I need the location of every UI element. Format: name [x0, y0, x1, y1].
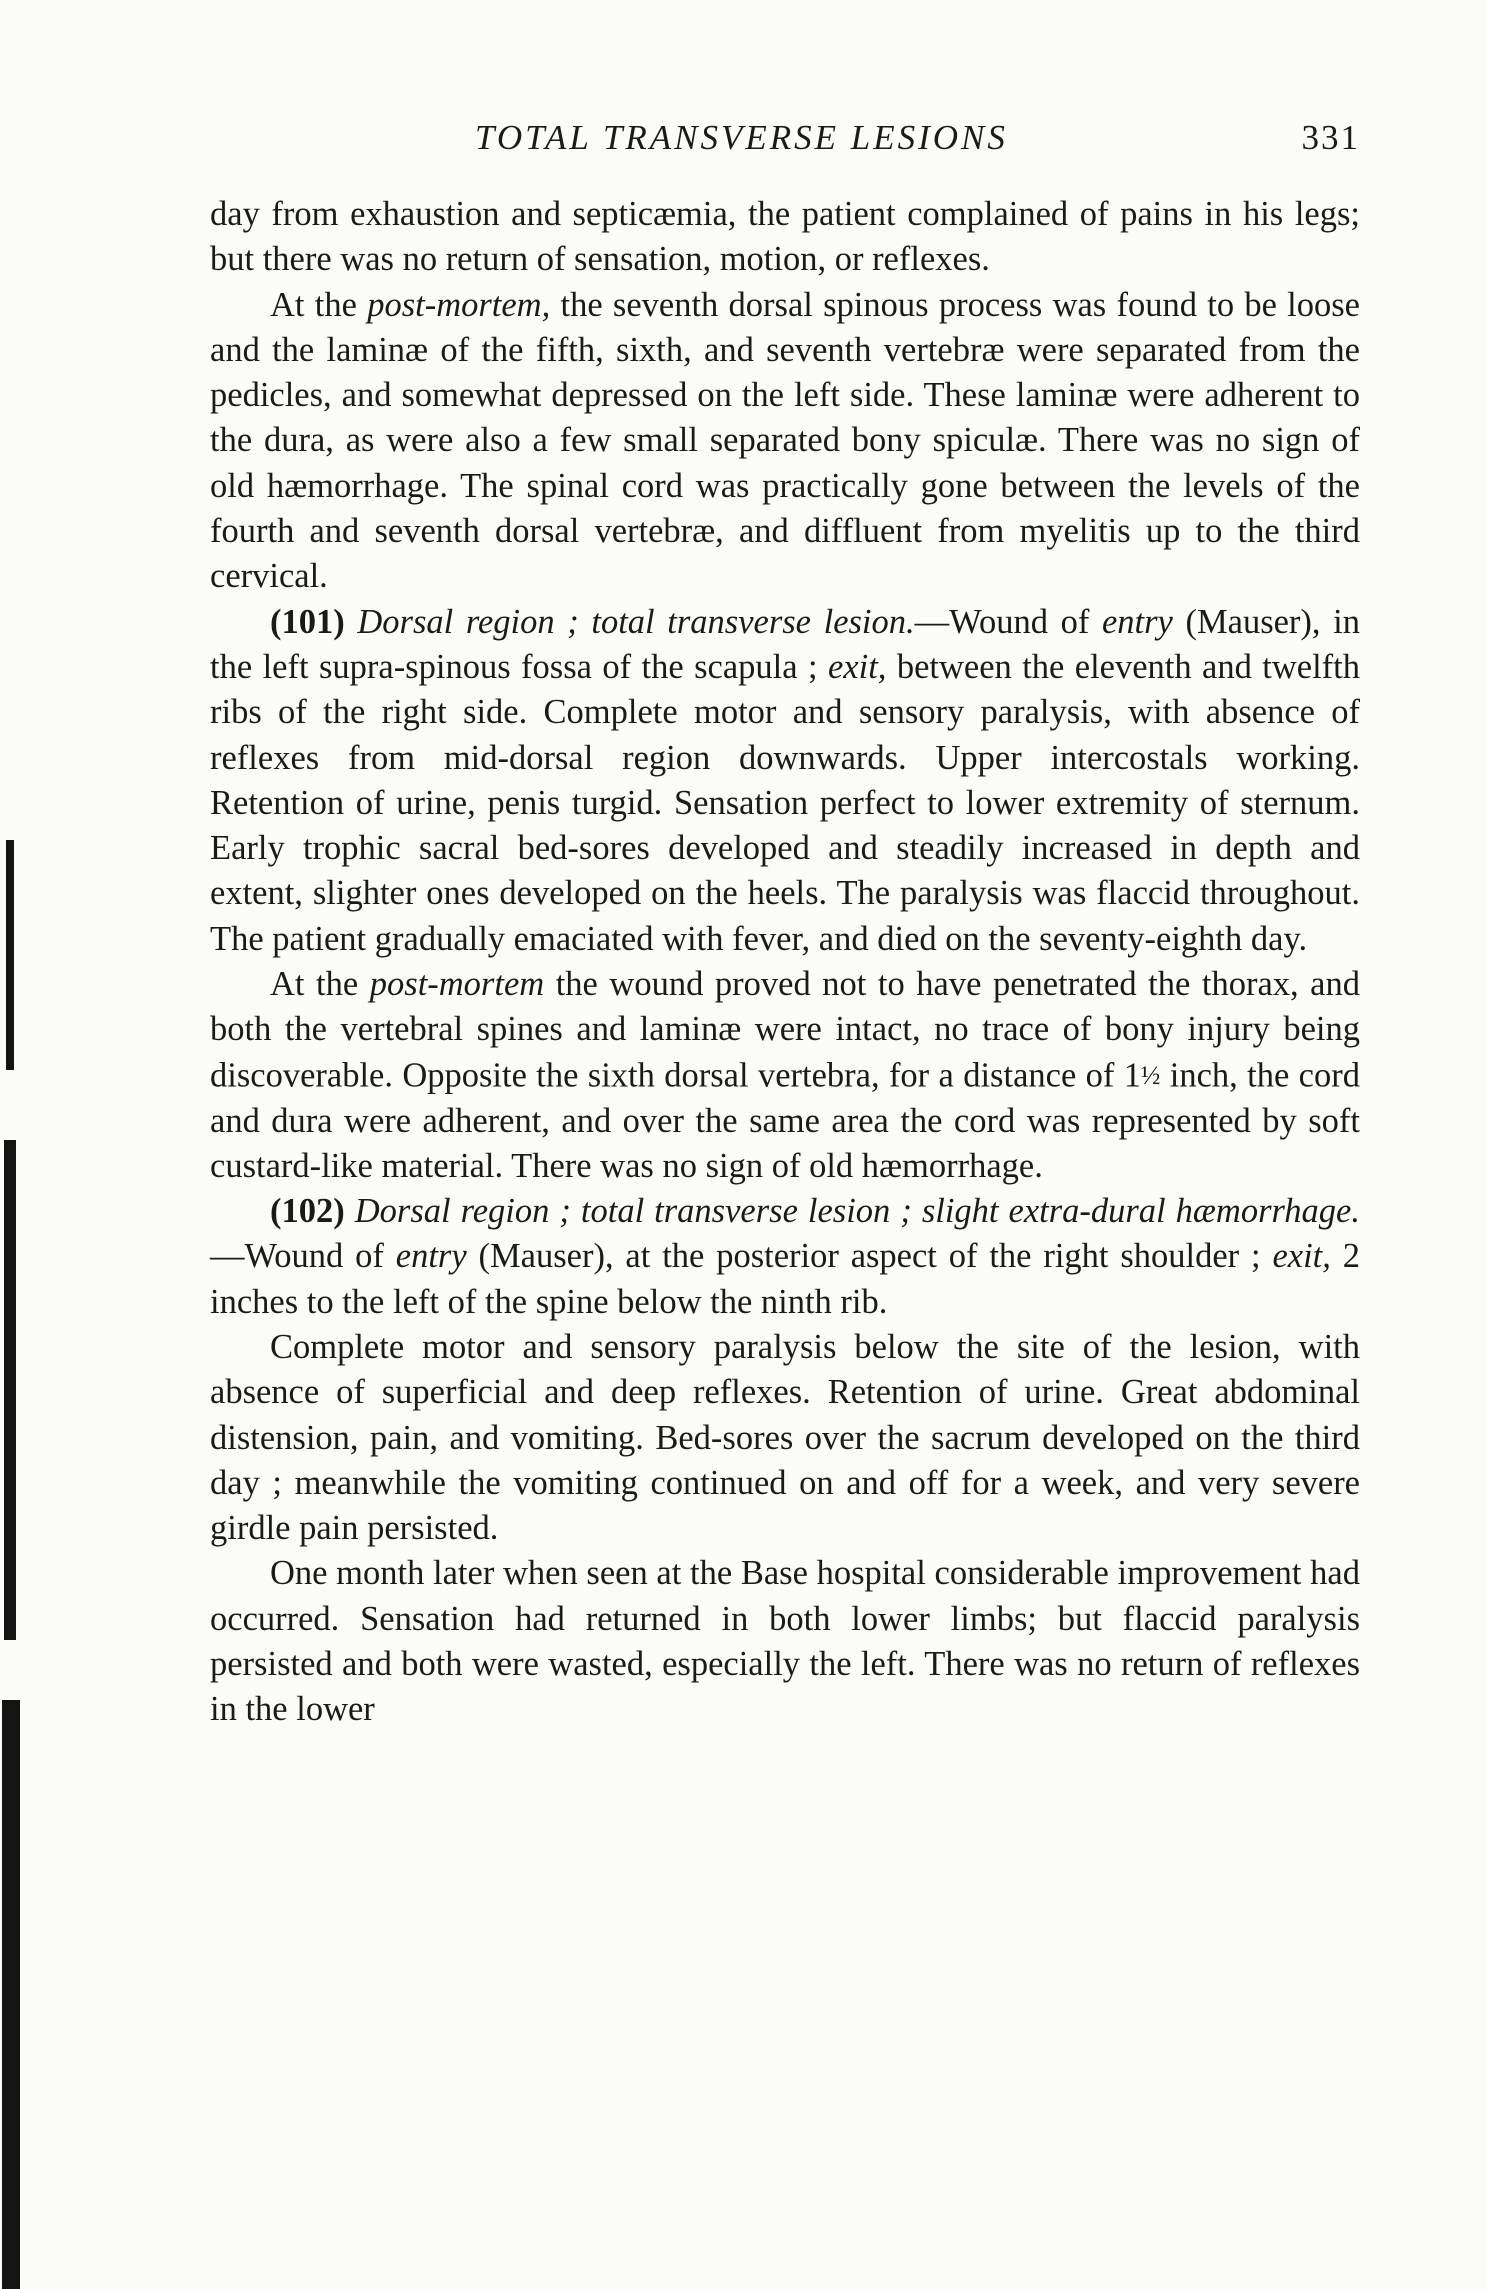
- italic-term: entry: [1101, 602, 1173, 641]
- page-number: 331: [1301, 118, 1360, 157]
- case-heading: Dorsal region ; total transverse lesion ; slight extra-dural hæmorrhage.: [344, 1192, 1360, 1231]
- book-page: [210, 110, 1360, 1733]
- scan-edge-shadow: [2, 1700, 20, 2289]
- italic-term: exit,: [827, 647, 887, 686]
- paragraph-text: Complete motor and sensory paralysis below the site of the lesion, with absence of superficial and deep reflexes. Retention of urine. Great abdominal distension, pain, and vomiting. Bed-sores over the sacrum developed on the third day ; meanwhile the vomiting continued on and off for a week, and very severe girdle pain persisted.: [210, 1328, 1360, 1548]
- paragraph-text: 2 inches to the left of the spine below the ninth rib.: [210, 1237, 1360, 1321]
- italic-term: entry: [395, 1237, 467, 1276]
- case-number: (101): [270, 602, 345, 641]
- paragraph-text: the seventh dorsal spinous process was found to be loose and the laminæ of the fifth, sixth, and seventh vertebræ were separated from the pedicles, and somewhat depressed on the left side. These laminæ were adherent to the dura, as were also a few small separated bony spiculæ. There was no sign of old hæmorrhage. The spinal cord was practically gone between the levels of the fourth and seventh dorsal vertebræ, and diffluent from myelitis up to the third cervical.: [210, 285, 1360, 596]
- paragraph-text: day from exhaustion and septicæmia, the patient complained of pains in his legs; but there was no return of sensation, motion, or reflexes.: [210, 195, 1360, 279]
- scan-edge-shadow: [4, 1140, 16, 1640]
- paragraph: At the post-mortem, the seventh dorsal spinous process was found to be loose and the laminæ of the fifth, sixth, and seventh vertebræ were separated from the pedicles, and somewhat depressed on the left side. These laminæ were adherent to the dura, as were also a few small separated bony spiculæ. There was no sign of old hæmorrhage. The spinal cord was practically gone between the levels of the fourth and seventh dorsal vertebræ, and diffluent from myelitis up to the third cervical.: [210, 285, 1360, 596]
- paragraph-text: One month later when seen at the Base hospital considerable improvement had occurred. Sensation had returned in both lower limbs; but flaccid paralysis persisted and both were wasted, especially the left. There was no return of reflexes in the lower: [210, 1554, 1360, 1729]
- italic-term: post-mortem: [369, 965, 545, 1004]
- italic-term: exit,: [1272, 1237, 1331, 1276]
- running-header: [210, 110, 1360, 170]
- italic-term: post-mortem,: [367, 285, 551, 324]
- paragraph: [210, 1551, 1360, 1732]
- case-paragraph: (102) Dorsal region ; total transverse lesion ; slight extra-dural hæmorrhage.—Wound of entry (Mauser), at the posterior aspect of the right shoulder ; exit, 2 inches to the left of the spine below the ninth rib.: [210, 1192, 1360, 1321]
- paragraph: [210, 1325, 1360, 1551]
- paragraph-text: between the eleventh and twelfth ribs of the right side. Complete motor and sensory paralysis, with absence of reflexes from mid-dorsal region downwards. Upper intercostals working. Retention of urine, penis turgid. Sensation perfect to lower extremity of sternum. Early trophic sacral bed-sores developed and steadily increased in depth and extent, slighter ones developed on the heels. The paralysis was flaccid throughout. The patient gradually emaciated with fever, and died on the seventy-eighth day.: [210, 647, 1360, 958]
- page-body: [210, 192, 1360, 1733]
- paragraph-text: the wound proved not to have penetrated the thorax, and both the vertebral spines and laminæ were intact, no trace of bony injury being discoverable. Opposite the sixth dorsal vertebra, for a distance of 1: [210, 965, 1360, 1095]
- paragraph: [210, 192, 1360, 283]
- case-heading: Dorsal region ; total transverse lesion.: [344, 602, 915, 641]
- paragraph: At the post-mortem the wound proved not to have penetrated the thorax, and both the vertebral spines and laminæ were intact, no trace of bony injury being discoverable. Opposite the sixth dorsal vertebra, for a distance of 1½ inch, the cord and dura were adherent, and over the same area the cord was represented by soft custard-like material. There was no sign of old hæmorrhage.: [210, 965, 1360, 1185]
- case-number: (102): [270, 1192, 345, 1231]
- fraction: ½: [1140, 1060, 1161, 1090]
- running-title: TOTAL TRANSVERSE LESIONS: [475, 118, 1008, 157]
- scan-edge-shadow: [6, 840, 14, 1070]
- case-paragraph: (101) Dorsal region ; total transverse lesion.—Wound of entry (Mauser), in the left supra-spinous fossa of the scapula ; exit, between the eleventh and twelfth ribs of the right side. Complete motor and sensory paralysis, with absence of reflexes from mid-dorsal region downwards. Upper intercostals working. Retention of urine, penis turgid. Sensation perfect to lower extremity of sternum. Early trophic sacral bed-sores developed and steadily increased in depth and extent, slighter ones developed on the heels. The paralysis was flaccid throughout. The patient gradually emaciated with fever, and died on the seventy-eighth day.: [210, 602, 1361, 958]
